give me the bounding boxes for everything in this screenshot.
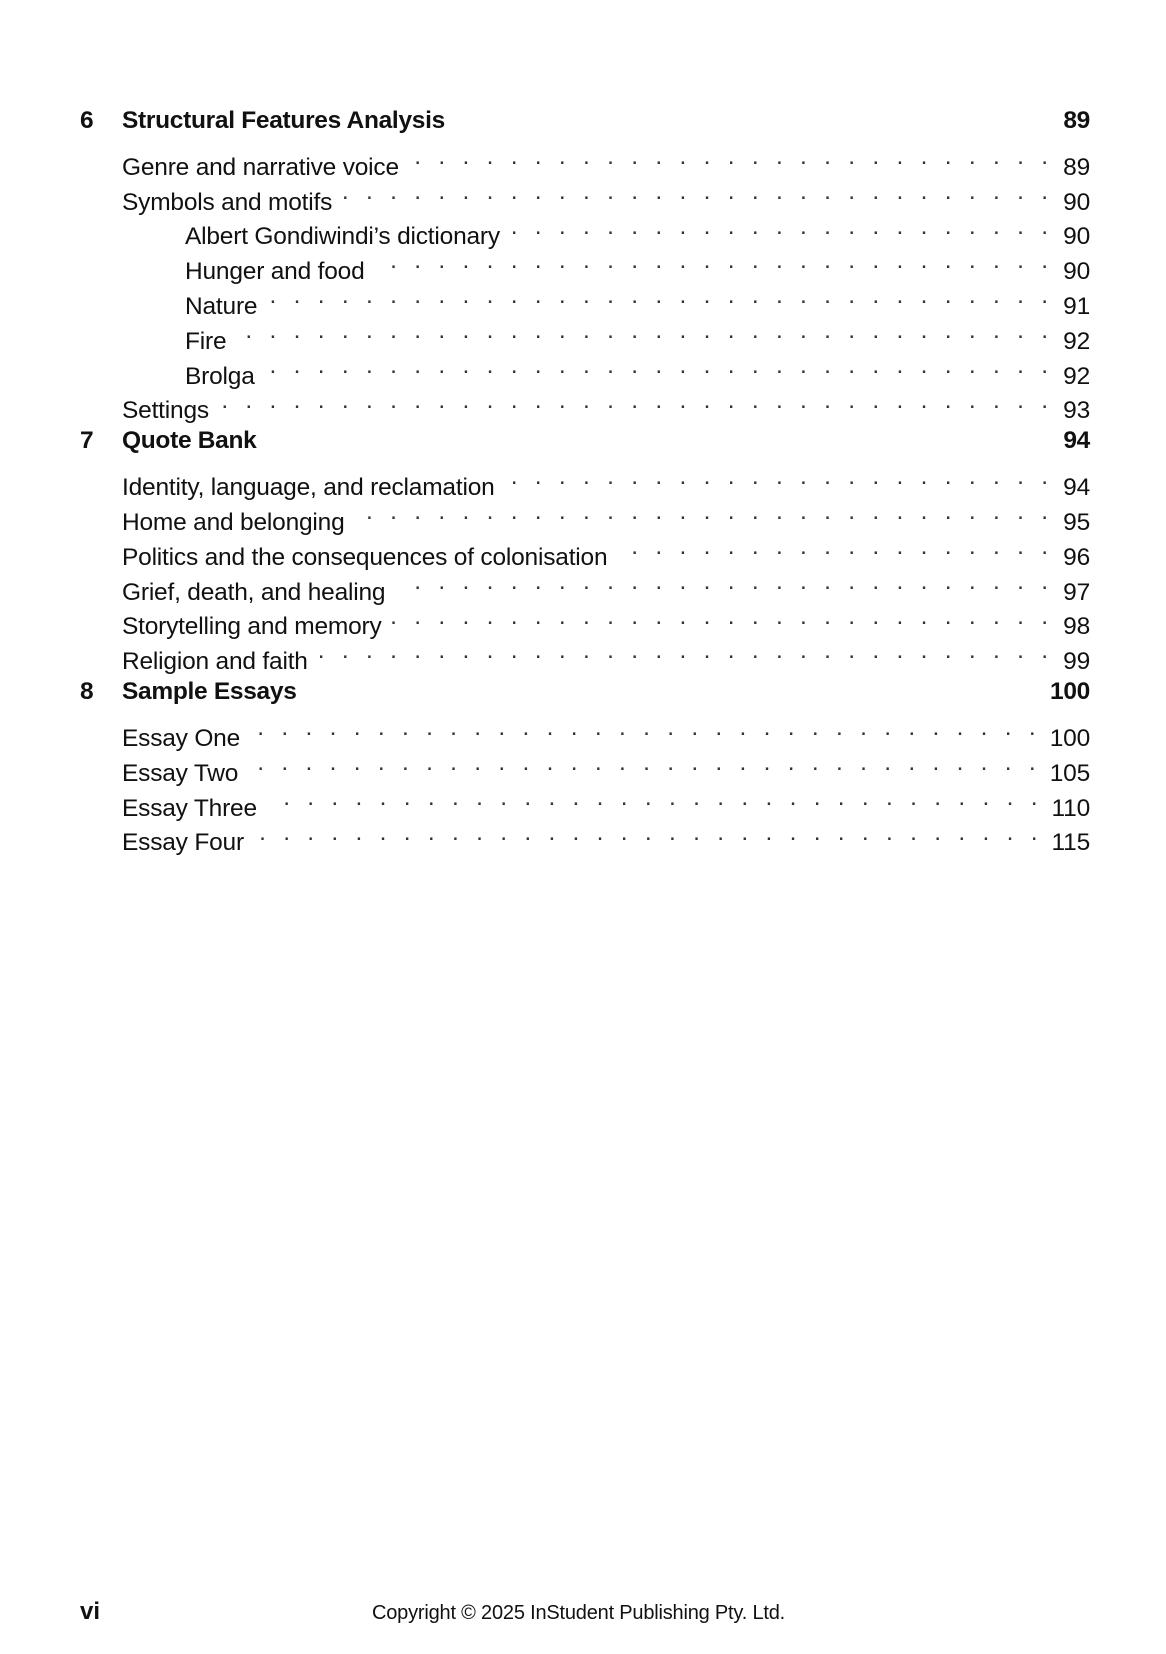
entry-page-number: 91 [1063,292,1090,320]
entry-page-number: 93 [1063,397,1090,425]
toc-chapter [80,422,1090,676]
entry-title: Genre and narrative voice [122,153,399,181]
chapter-number: 6 [80,107,94,134]
dot-leader [267,279,1048,314]
entry-page-number: 92 [1063,362,1090,390]
entry-title: Essay Four [122,829,244,857]
chapter-number: 7 [80,427,94,455]
entry-title: Albert Gondiwindi’s dictionary [185,223,500,251]
entry-page-number: 97 [1063,578,1090,606]
toc-chapter [80,102,1090,425]
chapter-number: 8 [80,678,94,706]
entry-page-number: 98 [1063,613,1090,641]
chapter-page-number: 94 [1063,427,1090,455]
dot-leader [265,349,1048,384]
copyright-notice: Copyright © 2025 InStudent Publishing Pty. Ltd. [372,1602,786,1624]
entry-page-number: 96 [1063,543,1090,571]
chapter-title: Sample Essays [122,678,297,706]
entry-title: Hunger and food [185,258,365,286]
entry-title: Nature [185,292,258,320]
entry-title: Religion and faith [122,648,308,676]
entry-title: Essay Three [122,794,257,822]
toc-entry[interactable] [80,460,1090,502]
dot-leader [254,816,1038,851]
toc-chapter-heading[interactable] [80,673,1090,711]
toc-chapter [80,673,1090,857]
toc-chapter-heading[interactable] [80,422,1090,460]
entry-page-number: 100 [1049,724,1090,752]
entry-title: Brolga [185,362,255,390]
dot-leader [355,495,1048,530]
entry-title: Essay One [122,724,241,752]
dot-leader [248,746,1036,781]
entry-title: Storytelling and memory [122,613,382,641]
entry-page-number: 110 [1051,794,1090,822]
dot-leader [510,210,1048,245]
toc-entry[interactable] [80,384,1090,425]
toc-entry[interactable] [80,140,1090,181]
entry-page-number: 90 [1063,223,1090,251]
dot-leader [267,781,1038,816]
chapter-title: Quote Bank [122,427,257,455]
dot-leader [236,314,1048,349]
chapter-page-number: 89 [1063,107,1090,134]
toc-subentry[interactable] [80,349,1090,390]
entry-page-number: 90 [1063,188,1090,216]
entry-page-number: 99 [1063,648,1090,676]
entry-title: Politics and the consequences of colonisation [122,543,608,571]
dot-leader [342,175,1048,210]
dot-leader [409,140,1048,175]
entry-title: Grief, death, and healing [122,578,386,606]
entry-page-number: 95 [1063,508,1090,536]
dot-leader [250,711,1036,746]
chapter-title: Structural Features Analysis [122,107,445,134]
table-of-contents [80,102,1090,857]
entry-page-number: 94 [1063,474,1090,502]
entry-title: Fire [185,327,227,355]
entry-title: Symbols and motifs [122,188,333,216]
entry-title: Identity, language, and reclamation [122,474,495,502]
dot-leader [318,634,1048,669]
page-folio: vi [80,1598,101,1625]
entry-page-number: 90 [1063,258,1090,286]
toc-entry[interactable] [80,711,1090,752]
dot-leader [505,460,1048,495]
dot-leader [375,244,1048,279]
entry-page-number: 115 [1051,829,1090,857]
entry-title: Home and belonging [122,508,345,536]
dot-leader [617,530,1048,565]
entry-page-number: 89 [1063,153,1090,181]
dot-leader [219,384,1048,419]
entry-page-number: 105 [1049,759,1090,787]
toc-chapter-heading[interactable] [80,102,1090,140]
entry-page-number: 92 [1063,327,1090,355]
chapter-page-number: 100 [1050,678,1090,706]
dot-leader [392,600,1048,635]
dot-leader [395,565,1048,600]
entry-title: Settings [122,397,209,425]
entry-title: Essay Two [122,759,239,787]
